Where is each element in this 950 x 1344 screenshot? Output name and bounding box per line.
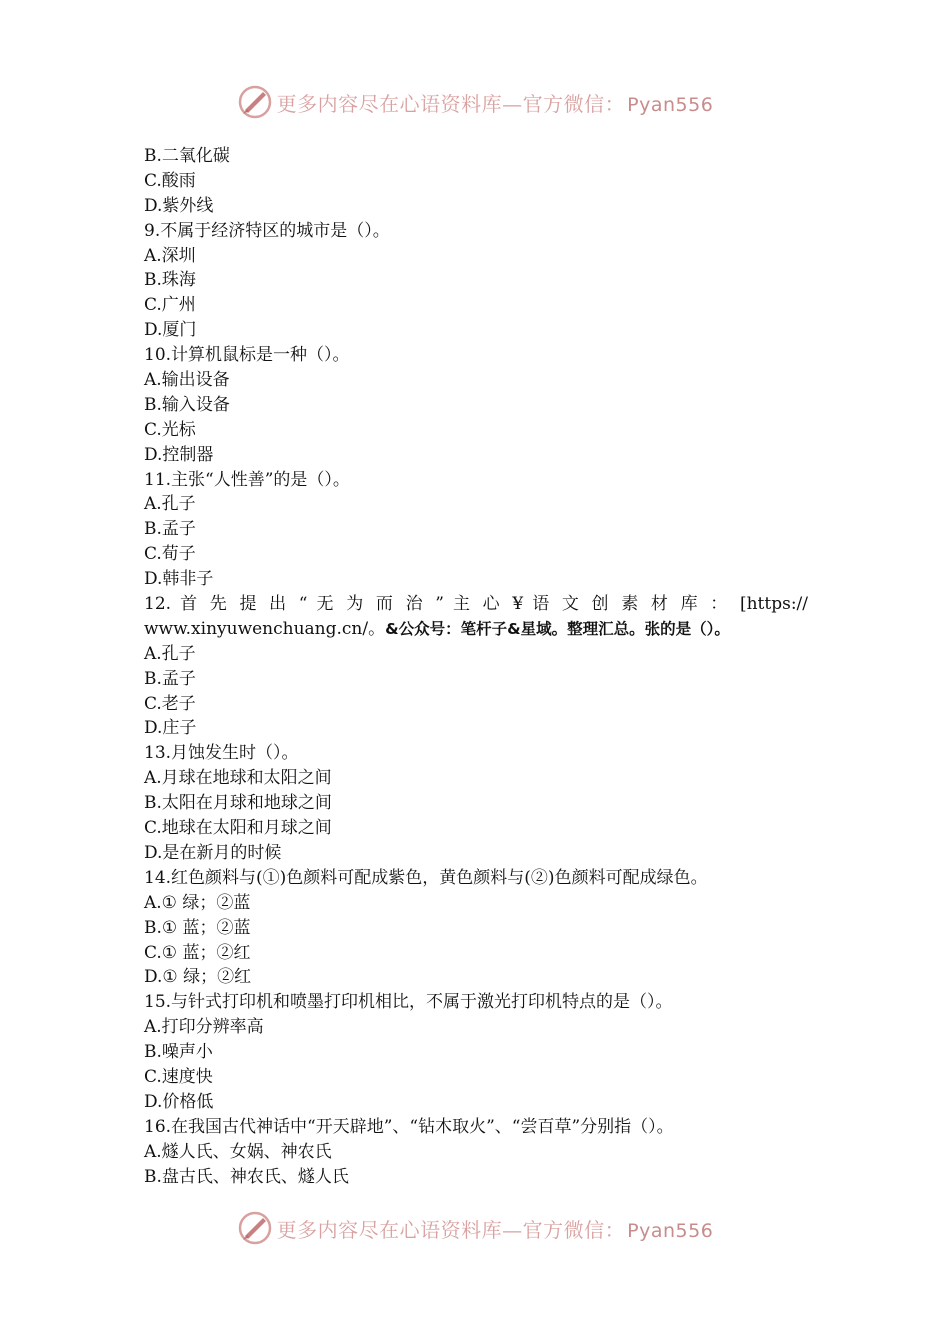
text-line: B.二氧化碳 — [144, 146, 230, 166]
question-9: 9.不属于经济特区的城市是（）。 — [144, 220, 390, 241]
pen-logo-icon — [237, 1210, 273, 1246]
footer-text — [277, 1214, 714, 1243]
footer-handle: Pyan556 — [627, 1219, 714, 1242]
text-line: B.孟子 — [144, 519, 196, 540]
pen-logo-icon — [237, 84, 273, 120]
text-line: D.是在新月的时候 — [144, 842, 282, 863]
text-line: C.老子 — [144, 693, 196, 714]
question-12-line-2 — [144, 617, 808, 642]
question-12-url: www.xinyuwenchuang.cn/。 — [144, 618, 386, 639]
text-line: B.噪声小 — [144, 1042, 213, 1063]
text-line: A.孔子 — [144, 643, 196, 664]
text-line: B.输入设备 — [144, 394, 230, 415]
text-line: A.输出设备 — [144, 370, 230, 391]
text-line: C.① 蓝；②红 — [144, 942, 251, 963]
question-15: 15.与针式打印机和喷墨打印机相比，不属于激光打印机特点的是（）。 — [144, 992, 673, 1013]
text-line: B.珠海 — [144, 270, 196, 291]
question-13: 13.月蚀发生时（）。 — [144, 743, 299, 764]
text-line: C.光标 — [144, 419, 196, 440]
question-10: 10.计算机鼠标是一种（）。 — [144, 345, 350, 366]
text-line: A.燧人氏、女娲、神农氏 — [144, 1141, 332, 1162]
text-line: D.庄子 — [144, 718, 197, 739]
footer-banner — [0, 1210, 950, 1246]
text-line: B.① 蓝；②蓝 — [144, 917, 251, 938]
text-line: D.价格低 — [144, 1091, 214, 1112]
text-line: D.厦门 — [144, 320, 197, 341]
text-line: C.广州 — [144, 295, 196, 316]
header-banner — [0, 84, 950, 120]
text-line: A.① 绿；②蓝 — [144, 892, 251, 913]
text-line: A.月球在地球和太阳之间 — [144, 768, 332, 789]
text-line: B.太阳在月球和地球之间 — [144, 793, 332, 814]
question-11: 11.主张“人性善”的是（）。 — [144, 469, 350, 490]
question-14: 14.红色颜料与(①)色颜料可配成紫色，黄色颜料与(②)色颜料可配成绿色。 — [144, 867, 708, 888]
footer-caption: 更多内容尽在心语资料库—官方微信： — [276, 1217, 626, 1242]
text-line: C.地球在太阳和月球之间 — [144, 818, 332, 839]
text-line: D.① 绿；②红 — [144, 967, 252, 988]
text-line: C.荀子 — [144, 544, 196, 565]
header-caption: 更多内容尽在心语资料库—官方微信： — [276, 91, 626, 116]
text-line: B.孟子 — [144, 668, 196, 689]
text-line: D.控制器 — [144, 444, 214, 465]
document-body — [144, 144, 808, 1189]
header-handle: Pyan556 — [627, 93, 714, 116]
text-line: C.速度快 — [144, 1066, 213, 1087]
question-12-line-1: 12. 首 先 提 出 “ 无 为 而 治 ” 主 心 ¥ 语 文 创 素 材 库 ： [https:// — [144, 594, 808, 615]
question-16: 16.在我国古代神话中“开天辟地”、“钻木取火”、“尝百草”分别指（）。 — [144, 1116, 674, 1137]
text-line: A.孔子 — [144, 494, 196, 515]
text-line: A.打印分辨率高 — [144, 1017, 264, 1038]
text-line: D.紫外线 — [144, 195, 214, 216]
text-line: C.酸雨 — [144, 170, 196, 191]
question-12-sans-text: &公众号：笔杆子&星域。整理汇总。张的是（）。 — [385, 619, 730, 638]
header-text — [277, 88, 714, 117]
text-line: A.深圳 — [144, 245, 196, 266]
text-line: B.盘古氏、神农氏、燧人氏 — [144, 1166, 349, 1187]
text-line: D.韩非子 — [144, 569, 214, 590]
